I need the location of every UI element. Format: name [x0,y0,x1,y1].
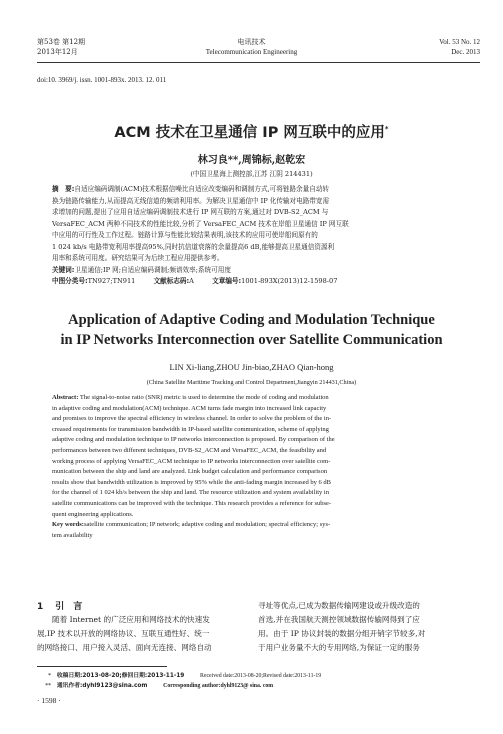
keywords-en-label: Key words: [52,521,84,529]
body-line: 寻址等优点,已成为数据传输网建设或升级改造的 [258,601,420,610]
title-en-line: in IP Networks Interconnection over Satellite Communication [60,332,443,348]
keywords-cn: 关键词:卫星通信;IP 网;自适应编码调制;频谱效率;系统可用度 [52,265,231,274]
footnote-rule [37,666,167,667]
affiliation-cn: (中国卫星海上测控部,江苏 江阴 214431) [190,170,313,178]
abstract-cn-label: 摘 要: [52,185,75,193]
clc-value: TN927;TN911 [87,277,136,285]
abstract-en-line: results show that bandwidth utilization is improved by 95% while the anti-fading margin increased by 6 dB [52,478,331,486]
classification-line [52,276,462,288]
section-number: 1 [37,602,44,612]
abstract-cn [52,184,462,288]
volume-en: Vol. 53 No. 12 [439,38,480,46]
body-left-column [37,613,249,655]
body-line: 用。由于 IP 协议封装的数据分组开销字节较多,对 [258,629,426,638]
abstract-en-line: for the channel of 1 024 kb/s between the ship and land. The resource utilization and system availability in [52,489,329,497]
title-cn [0,121,503,142]
abstract-en-line: and promises to improve the spectral efficiency in wireless channel. In order to solve the problem of the in- [52,415,332,423]
abstract-cn-line: 用率和系统可用度。研究结果可为后续工程应用提供参考。 [52,254,224,262]
keywords-en: Key words:satellite communication; IP network; adaptive coding and modulation; spectral efficiency; sys- [52,521,331,529]
title-cn-text: ACM 技术在卫星通信 IP 网互联中的应用 [114,125,385,141]
footnote-author: ** 通讯作者:dyhl9123@sina.com Corresponding author:dyhl9123@ sina. com [45,683,274,689]
clc-label: 中图分类号: [52,277,88,285]
keywords-cn-label: 关键词: [52,265,75,274]
abstract-cn-line: 求增加的问题,提出了应用自适应编码调制技术进行 IP 网互联的方案,通过对 DVB-S2_ACM 与 [52,208,329,216]
section-title: 引 言 [55,602,83,612]
abstract-cn-line: 1 024 kb/s 电路带宽利用率提高95%,同时抗信道衰落的余量提高6 dB,能够提高卫星通信资源利 [52,242,335,251]
date-en: Dec. 2013 [451,48,480,56]
abstract-en-line: Abstract: The signal-to-noise ratio (SNR) metric is used to determine the mode of coding and modulation [52,394,329,401]
abstract-cn-line: 换为链路传输能力,从而提高无线信道的频谱利用率。为解决卫星通信中 IP 化传输对电路带宽需 [52,196,330,205]
abstract-en-line: satellite communications can be improved with the technique. This research provides a reference for subse- [52,499,332,507]
keywords-en-line: tem availability [52,531,93,539]
page-number: · 1598 · [37,696,61,705]
journal-name-cn: 电讯技术 [237,38,266,46]
doi: doi:10. 3969/j. issn. 1001-893x. 2013. 12. 011 [37,76,167,84]
abstract-en-line: working process of applying VersaFEC_ACM technique to IP networks interconnection over satellite com- [52,457,331,465]
abstract-en-label: Abstract: [52,394,79,401]
footnote-received: * 收稿日期:2013-08-20;修回日期:2013-11-19 Received date:2013-08-20;Revised date:2013-11-19 [48,673,322,679]
doc-code-value: A [189,277,194,285]
abstract-cn-line: 中应用的可行性及工作过程。链路计算与性能比较结果表明,该技术的应用可使岸船间原有的 [52,231,318,239]
article-no-label: 文章编号: [212,277,242,285]
authors-cn: 林习良**,周锦标,赵乾宏 [197,155,306,166]
date-cn: 2013年12月 [37,48,78,56]
volume-cn: 第53卷 第12期 [37,38,86,46]
abstract-en-line: munication between the ship and land are analyzed. Link budget calculation and performance comparison [52,468,328,476]
body-line: 随着 Internet 的广泛应用和网络技术的快速发 [52,615,210,624]
body-line: 展,IP 技术以开放的网络协议、互联互通性好、统一 [37,629,210,638]
abstract-en-line: performances between two different techniques, DVB-S2_ACM and VersaFEC_ACM, the feasibility and [52,446,327,454]
abstract-en-line: quent engineering applications. [52,510,134,518]
abstract-en-line: creased requirements for transmission bandwidth in IP-based satellite communication, scheme of applying [52,425,329,433]
affiliation-en: (China Satellite Maritime Tracking and Control Department,Jiangyin 214431,China) [146,379,357,386]
journal-name-en: Telecommunication Engineering [205,48,298,56]
abstract-en-line: adaptive coding and modulation technique to IP networks interconnection is proposed. By comparison of the [52,436,335,444]
doc-code-label: 文献标志码: [153,277,190,285]
abstract-cn-line: 摘 要:自适应编码调制(ACM)技术根据信噪比自适应改变编码和调制方式,可将链路余量自动转 [52,185,330,193]
abstract-en [52,393,462,541]
footnotes [37,671,321,691]
article-no-value: 1001-893X(2013)12-1598-07 [241,277,338,285]
authors-en: LIN Xi-liang,ZHOU Jin-biao,ZHAO Qian-hong [169,362,334,372]
abstract-en-line: in adaptive coding and modulation(ACM) technique. ACM turns fade margin into increased link capacity [52,404,327,412]
body-line: 于用户业务量不大的专用网络,为保证一定的服务 [258,643,420,652]
section-heading [37,599,82,612]
body-line: 首选,并在我国航天测控领域数据传输网得到了应 [258,615,420,624]
title-footnote-mark: * [384,125,389,134]
title-en [0,310,503,350]
header-rule [37,62,480,63]
body-line: 的网络接口、用户接入灵活、面向无连接、网络自动 [37,643,212,652]
title-en-line: Application of Adaptive Coding and Modulation Technique [68,312,435,328]
body-right-column [258,599,480,655]
abstract-cn-line: VersaFEC_ACM 两种不同技术的性能比较,分析了 VersaFEC_ACM 技术在岸船卫星通信 IP 网互联 [52,219,349,228]
